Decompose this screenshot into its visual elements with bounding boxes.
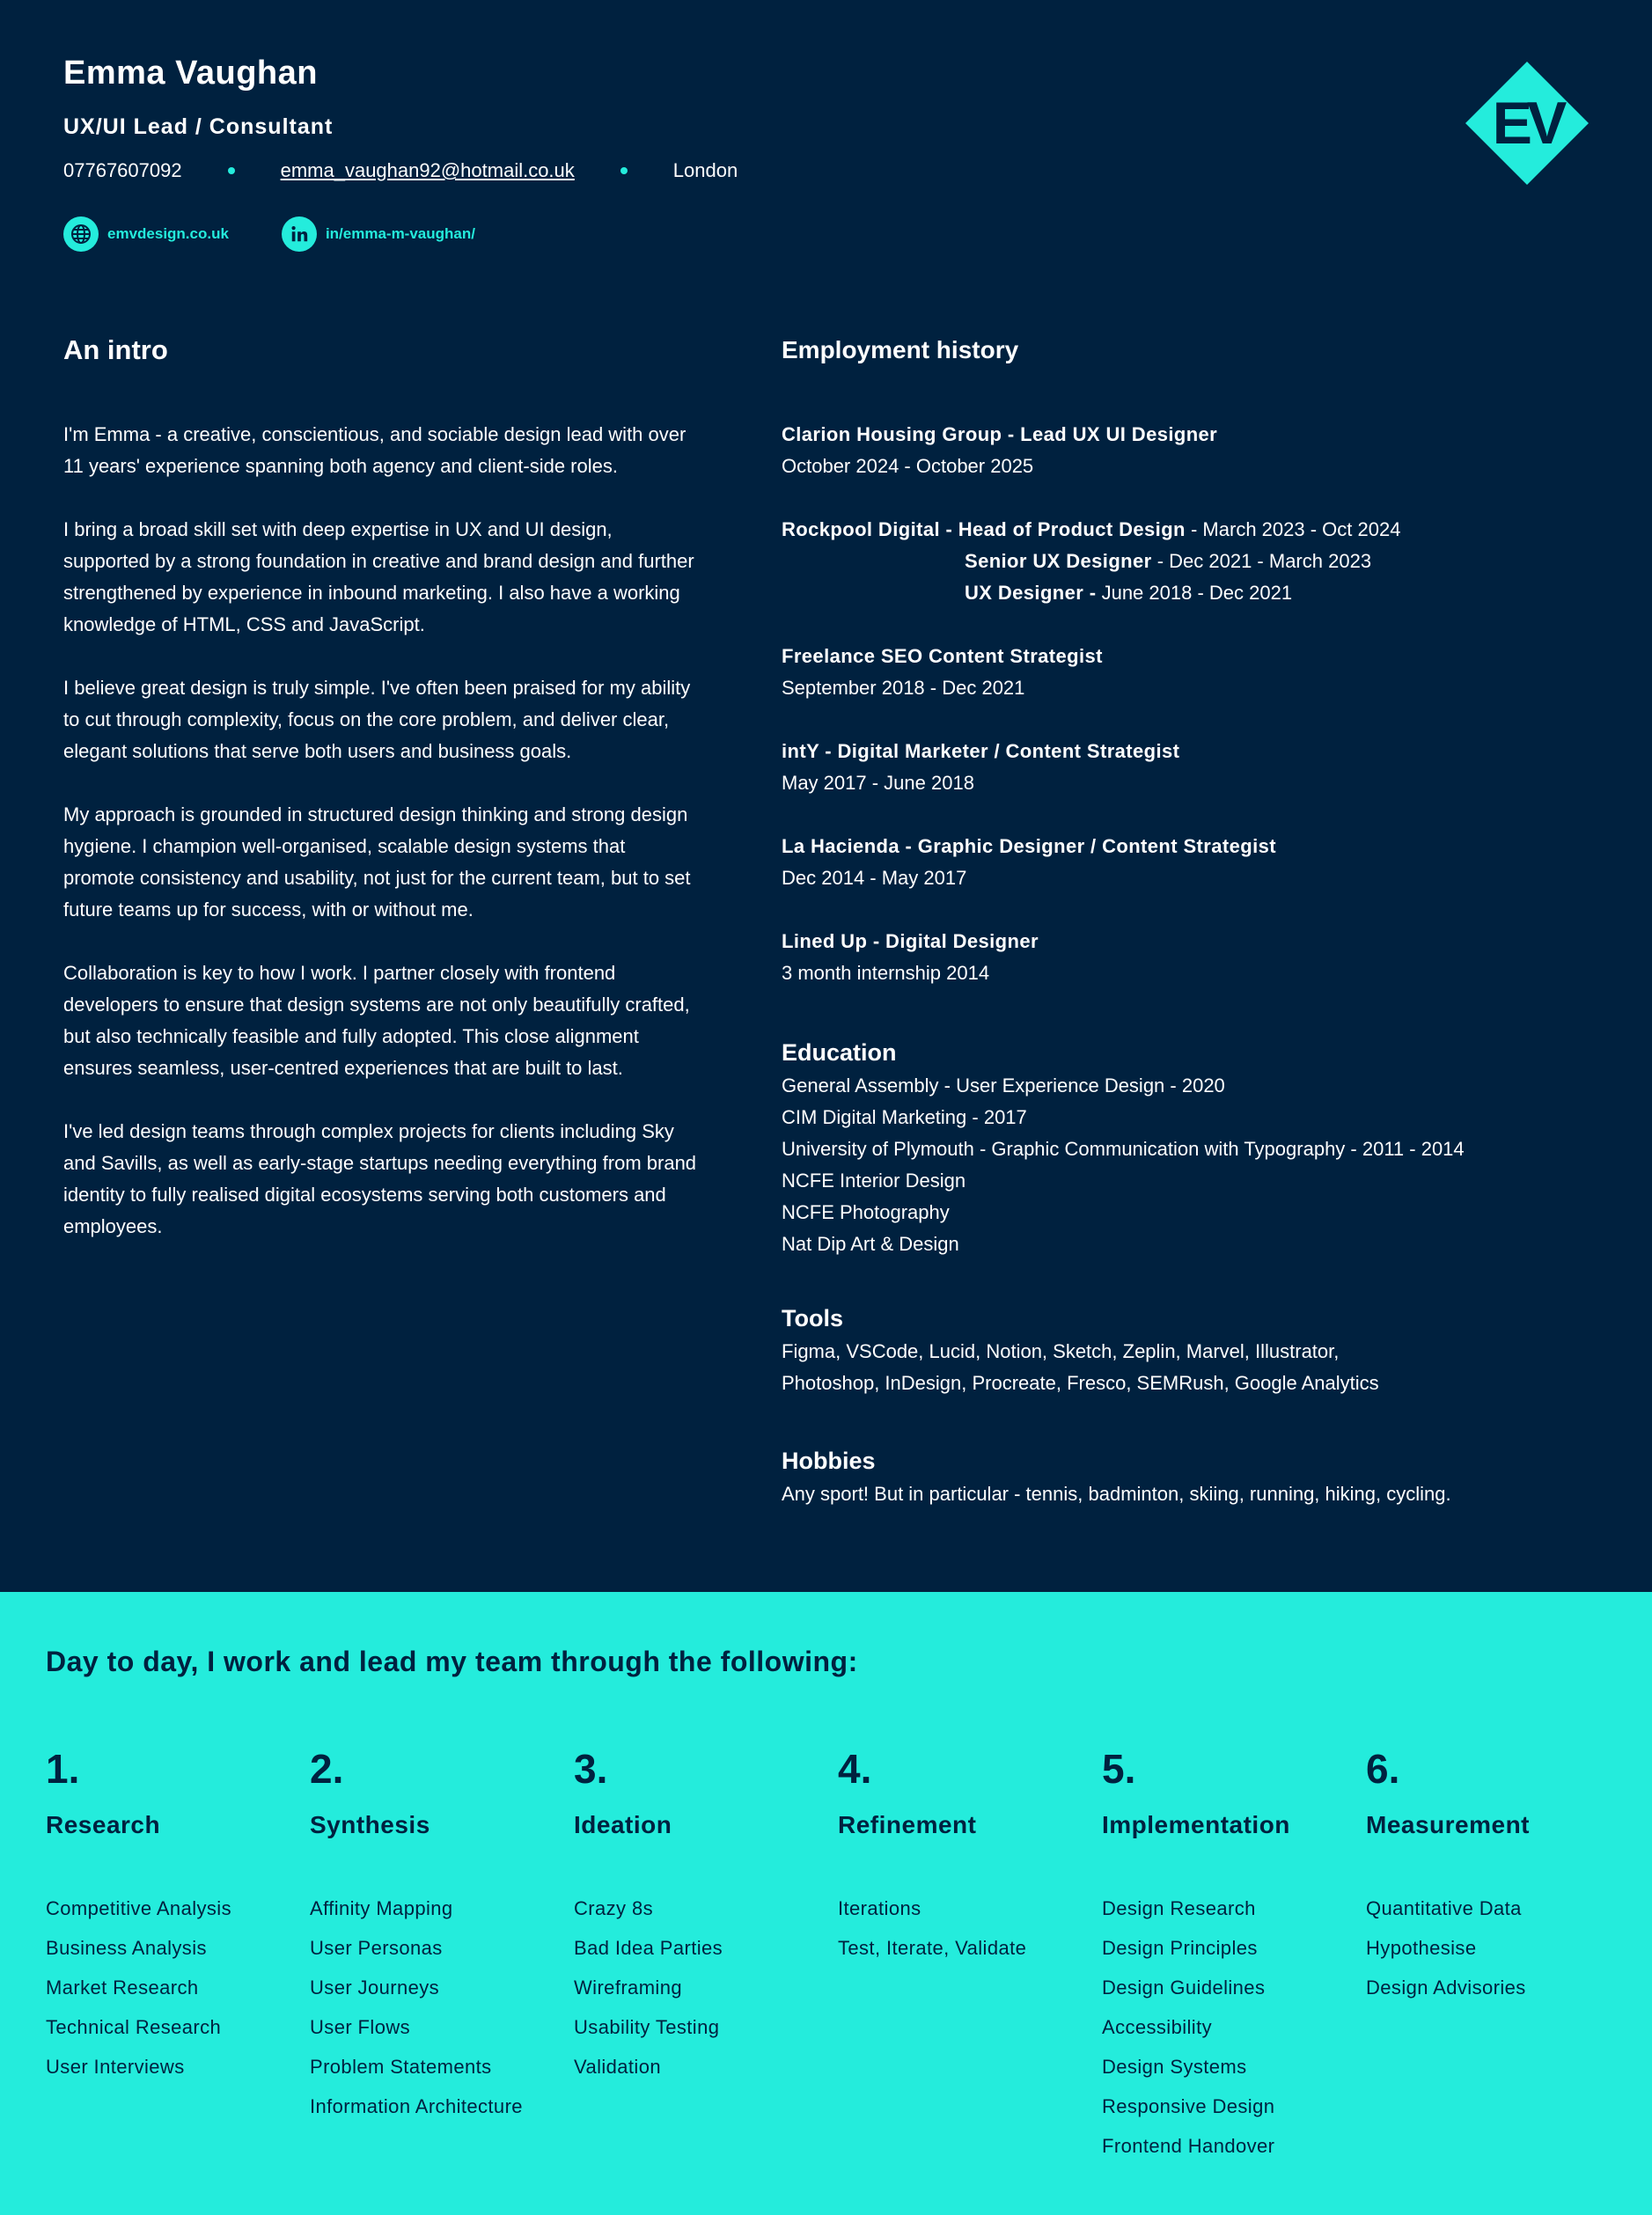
tools-line: Photoshop, InDesign, Procreate, Fresco, SEMRush, Google Analytics [782, 1372, 1379, 1394]
person-name: Emma Vaughan [63, 55, 318, 92]
employment-heading: Employment history [782, 336, 1019, 363]
job-entry [782, 641, 1626, 704]
process-step-ideation [574, 1744, 829, 2087]
step-item: Iterations [838, 1897, 921, 1919]
job-dates: June 2018 - Dec 2021 [1096, 582, 1293, 604]
step-title: Implementation [1102, 1811, 1290, 1838]
step-item: Problem Statements [310, 2056, 492, 2078]
education-section [782, 1031, 1626, 1260]
step-item: Market Research [46, 1977, 199, 1999]
job-entry [782, 419, 1626, 482]
step-title: Refinement [838, 1811, 977, 1838]
step-number: 3. [574, 1746, 608, 1792]
employment-list [782, 419, 1626, 1021]
process-step-research [46, 1744, 301, 2087]
step-item: Information Architecture [310, 2095, 523, 2117]
intro-paragraph: I bring a broad skill set with deep expertise in UX and UI design, supported by a strong foundation in creative and brand design and further strengthened by experience in inbound marketing. I also have a working knowledge of HTML, CSS and JavaScript. [63, 518, 694, 635]
intro-paragraph: I'm Emma - a creative, conscientious, and sociable design lead with over 11 years' experience spanning both agency and client-side roles. [63, 423, 686, 477]
step-number: 1. [46, 1746, 80, 1792]
step-item: User Personas [310, 1937, 443, 1959]
step-item: Design Principles [1102, 1937, 1258, 1959]
tools-heading: Tools [782, 1305, 843, 1331]
step-title: Measurement [1366, 1811, 1531, 1838]
step-title: Research [46, 1811, 161, 1838]
job-role: Senior UX Designer [965, 550, 1152, 572]
process-step-synthesis [310, 1744, 565, 2126]
step-item: Design Systems [1102, 2056, 1247, 2078]
linkedin-icon [282, 216, 317, 252]
location: London [672, 159, 738, 181]
step-number: 2. [310, 1746, 344, 1792]
job-role: Lined Up - Digital Designer [782, 930, 1039, 952]
hobbies-heading: Hobbies [782, 1448, 876, 1474]
job-dates: May 2017 - June 2018 [782, 772, 974, 794]
intro-paragraph: I believe great design is truly simple. I've often been praised for my ability to cut through complexity, focus on the core problem, and deliver clear, elegant solutions that serve both users and business goals. [63, 677, 691, 762]
process-step-implementation [1102, 1744, 1357, 2166]
job-role: UX Designer - [965, 582, 1097, 604]
step-item: Business Analysis [46, 1937, 207, 1959]
education-item: NCFE Interior Design [782, 1170, 966, 1192]
separator-dot [228, 167, 235, 174]
step-item: Quantitative Data [1366, 1897, 1522, 1919]
step-item: Design Advisories [1366, 1977, 1526, 1999]
step-item: Design Guidelines [1102, 1977, 1266, 1999]
step-title: Ideation [574, 1811, 672, 1838]
education-item: NCFE Photography [782, 1201, 950, 1223]
hobbies-section [782, 1440, 1626, 1510]
ev-logo [1465, 62, 1589, 185]
step-item: Technical Research [46, 2016, 222, 2038]
process-step-measurement [1366, 1744, 1621, 2007]
contact-row [63, 159, 738, 182]
step-item: Competitive Analysis [46, 1897, 231, 1919]
education-item: Nat Dip Art & Design [782, 1233, 959, 1255]
step-title: Synthesis [310, 1811, 430, 1838]
step-item: Wireframing [574, 1977, 682, 1999]
job-dates: 3 month internship 2014 [782, 962, 990, 984]
job-role: Rockpool Digital - Head of Product Design [782, 518, 1186, 540]
job-dates: September 2018 - Dec 2021 [782, 677, 1025, 699]
step-number: 4. [838, 1746, 872, 1792]
email-link[interactable]: emma_vaughan92@hotmail.co.uk [280, 159, 575, 181]
job-title: UX/UI Lead / Consultant [63, 114, 334, 139]
step-number: 5. [1102, 1746, 1136, 1792]
step-item: Validation [574, 2056, 661, 2078]
education-item: General Assembly - User Experience Design - 2020 [782, 1074, 1225, 1096]
intro-paragraph: I've led design teams through complex projects for clients including Sky and Savills, as well as early-stage startups needing everything from brand identity to fully realised digital ecosystems serving both customers and employees. [63, 1120, 697, 1237]
social-links [63, 216, 528, 252]
linkedin-link[interactable] [282, 216, 475, 252]
step-item: Crazy 8s [574, 1897, 653, 1919]
education-item: CIM Digital Marketing - 2017 [782, 1106, 1027, 1128]
step-item: User Flows [310, 2016, 411, 2038]
step-item: Accessibility [1102, 2016, 1213, 2038]
job-role: intY - Digital Marketer / Content Strategist [782, 740, 1180, 762]
step-item: Hypothesise [1366, 1937, 1477, 1959]
job-entry [782, 514, 1626, 609]
intro-body [63, 419, 697, 1274]
step-item: Affinity Mapping [310, 1897, 453, 1919]
job-role: Freelance SEO Content Strategist [782, 645, 1103, 667]
job-entry [782, 926, 1626, 989]
intro-heading: An intro [63, 334, 168, 365]
step-item: Usability Testing [574, 2016, 720, 2038]
job-dates: October 2024 - October 2025 [782, 455, 1034, 477]
step-item: User Interviews [46, 2056, 185, 2078]
job-entry [782, 831, 1626, 894]
process-heading: Day to day, I work and lead my team through the following: [46, 1646, 858, 1677]
job-entry [782, 736, 1626, 799]
step-item: Bad Idea Parties [574, 1937, 723, 1959]
job-role: La Hacienda - Graphic Designer / Content Strategist [782, 835, 1276, 857]
website-link[interactable] [63, 216, 229, 252]
step-item: Frontend Handover [1102, 2135, 1275, 2157]
globe-icon [63, 216, 99, 252]
step-number: 6. [1366, 1746, 1400, 1792]
phone-number: 07767607092 [63, 159, 182, 181]
website-label: emvdesign.co.uk [107, 225, 229, 242]
step-item: Design Research [1102, 1897, 1256, 1919]
step-item: Responsive Design [1102, 2095, 1275, 2117]
job-dates: Dec 2014 - May 2017 [782, 867, 967, 889]
separator-dot [620, 167, 628, 174]
hobbies-text: Any sport! But in particular - tennis, badminton, skiing, running, hiking, cycling. [782, 1483, 1451, 1505]
step-item: Test, Iterate, Validate [838, 1937, 1027, 1959]
intro-paragraph: Collaboration is key to how I work. I partner closely with frontend developers to ensure that design systems are not only beautifully crafted, but also technically feasible and fully adopted. This close alignment ensures seamless, user-centred experiences that are built to last. [63, 962, 690, 1079]
logo-text: EV [1492, 90, 1562, 157]
step-item: User Journeys [310, 1977, 440, 1999]
education-heading: Education [782, 1039, 897, 1066]
education-item: University of Plymouth - Graphic Communication with Typography - 2011 - 2014 [782, 1138, 1465, 1160]
process-step-refinement [838, 1744, 1093, 1968]
job-dates: - Dec 2021 - March 2023 [1151, 550, 1372, 572]
intro-paragraph: My approach is grounded in structured design thinking and strong design hygiene. I champion well-organised, scalable design systems that promote consistency and usability, not just for the current team, but to set future teams up for success, with or without me. [63, 803, 691, 920]
job-role: Clarion Housing Group - Lead UX UI Designer [782, 423, 1218, 445]
tools-line: Figma, VSCode, Lucid, Notion, Sketch, Zeplin, Marvel, Illustrator, [782, 1340, 1340, 1362]
job-dates: - March 2023 - Oct 2024 [1185, 518, 1401, 540]
linkedin-label: in/emma-m-vaughan/ [325, 225, 475, 242]
tools-section [782, 1297, 1626, 1399]
